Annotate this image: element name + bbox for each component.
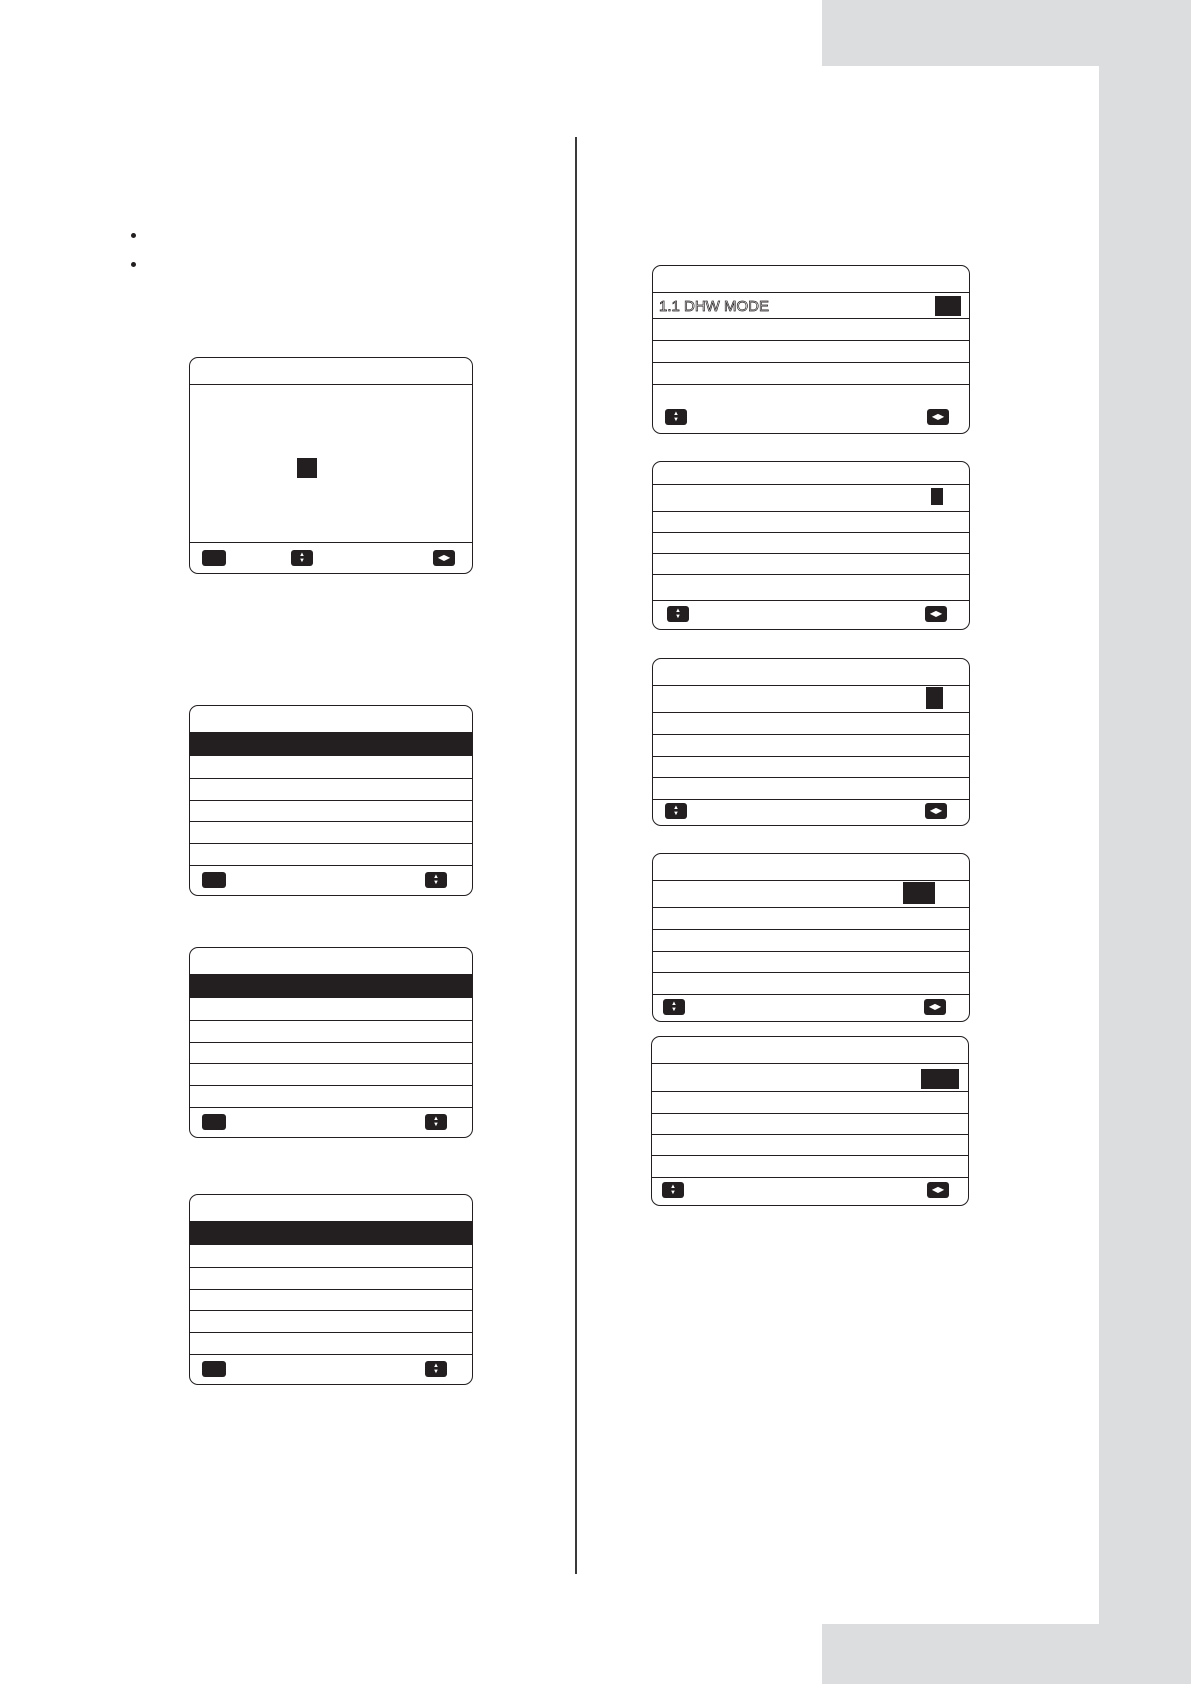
- row-line: [190, 1310, 472, 1311]
- right-screen-3: [652, 658, 970, 826]
- row-line: [653, 907, 969, 908]
- row-line: [190, 778, 472, 779]
- up-down-arrows-icon[interactable]: ▲ ▼: [663, 999, 685, 1015]
- footer-line: [190, 865, 472, 866]
- footer-line: [190, 1354, 472, 1355]
- row-line: [190, 800, 472, 801]
- up-down-arrows-icon[interactable]: ▲ ▼: [425, 1114, 447, 1130]
- center-indicator: [297, 458, 317, 478]
- footer-line: [190, 1107, 472, 1108]
- right-screen-1: [652, 265, 970, 434]
- page-tab-top: [822, 0, 1191, 66]
- row-line: [190, 1289, 472, 1290]
- row-line: [190, 1020, 472, 1021]
- row-line: [653, 712, 969, 713]
- blank-key-icon[interactable]: [202, 1114, 226, 1130]
- left-right-arrows-icon[interactable]: ◀▶: [925, 803, 947, 819]
- left-right-arrows-icon[interactable]: ◀▶: [927, 409, 949, 425]
- header-line: [653, 685, 969, 686]
- up-down-arrows-icon[interactable]: ▲ ▼: [665, 803, 687, 819]
- row-line: [653, 553, 969, 554]
- dhw-mode-label[interactable]: 1.1 DHW MODE: [659, 298, 770, 315]
- highlighted-row[interactable]: [190, 975, 472, 998]
- footer-line: [653, 799, 969, 800]
- header-line: [653, 484, 969, 485]
- row-line: [653, 756, 969, 757]
- footer-line: [653, 994, 969, 995]
- up-down-arrows-icon[interactable]: ▲ ▼: [291, 550, 313, 566]
- row-line: [653, 318, 969, 319]
- row-line: [653, 734, 969, 735]
- left-screen-a: [189, 357, 473, 574]
- up-down-arrows-icon[interactable]: ▲ ▼: [665, 409, 687, 425]
- row-line: [653, 929, 969, 930]
- header-line: [190, 384, 472, 385]
- header-line: [653, 292, 969, 293]
- row-line: [190, 1085, 472, 1086]
- page-tab-side: [1099, 66, 1191, 1624]
- value-indicator[interactable]: [931, 488, 943, 505]
- bullet-1: [131, 233, 136, 238]
- column-divider: [575, 137, 577, 1574]
- up-down-arrows-icon[interactable]: ▲ ▼: [425, 1361, 447, 1377]
- row-line: [652, 1134, 968, 1135]
- row-line: [653, 972, 969, 973]
- row-line: [652, 1091, 968, 1092]
- right-screen-2: [652, 461, 970, 630]
- left-right-arrows-icon[interactable]: ◀▶: [925, 606, 947, 622]
- left-screen-c: [189, 947, 473, 1138]
- left-screen-b: [189, 705, 473, 896]
- value-indicator[interactable]: [903, 882, 935, 904]
- page-tab-bottom: [822, 1624, 1191, 1684]
- row-line: [190, 1042, 472, 1043]
- up-down-arrows-icon[interactable]: ▲ ▼: [662, 1182, 684, 1198]
- left-screen-d: [189, 1194, 473, 1385]
- row-line: [653, 777, 969, 778]
- value-indicator[interactable]: [935, 296, 961, 316]
- row-line: [190, 1063, 472, 1064]
- row-line: [653, 951, 969, 952]
- left-right-arrows-icon[interactable]: ◀▶: [433, 550, 455, 566]
- up-down-arrows-icon[interactable]: ▲ ▼: [425, 872, 447, 888]
- blank-key-icon[interactable]: [202, 1361, 226, 1377]
- row-line: [653, 574, 969, 575]
- left-right-arrows-icon[interactable]: ◀▶: [924, 999, 946, 1015]
- highlighted-row[interactable]: [190, 1222, 472, 1245]
- row-line: [653, 340, 969, 341]
- bullet-2: [131, 262, 136, 267]
- row-line: [190, 1332, 472, 1333]
- row-line: [190, 1267, 472, 1268]
- row-line: [652, 1155, 968, 1156]
- blank-key-icon[interactable]: [202, 872, 226, 888]
- row-line: [190, 821, 472, 822]
- row-line: [653, 511, 969, 512]
- value-indicator[interactable]: [926, 687, 943, 709]
- blank-key-icon[interactable]: [202, 550, 226, 566]
- footer-line: [190, 542, 472, 543]
- footer-line: [653, 384, 969, 385]
- highlighted-row[interactable]: [190, 733, 472, 756]
- right-screen-5: [651, 1036, 969, 1206]
- left-right-arrows-icon[interactable]: ◀▶: [927, 1182, 949, 1198]
- right-screen-4: [652, 853, 970, 1022]
- value-indicator[interactable]: [921, 1069, 959, 1089]
- row-line: [190, 843, 472, 844]
- header-line: [652, 1063, 968, 1064]
- footer-line: [653, 600, 969, 601]
- footer-line: [652, 1177, 968, 1178]
- row-line: [653, 362, 969, 363]
- up-down-arrows-icon[interactable]: ▲ ▼: [667, 606, 689, 622]
- row-line: [652, 1113, 968, 1114]
- row-line: [653, 532, 969, 533]
